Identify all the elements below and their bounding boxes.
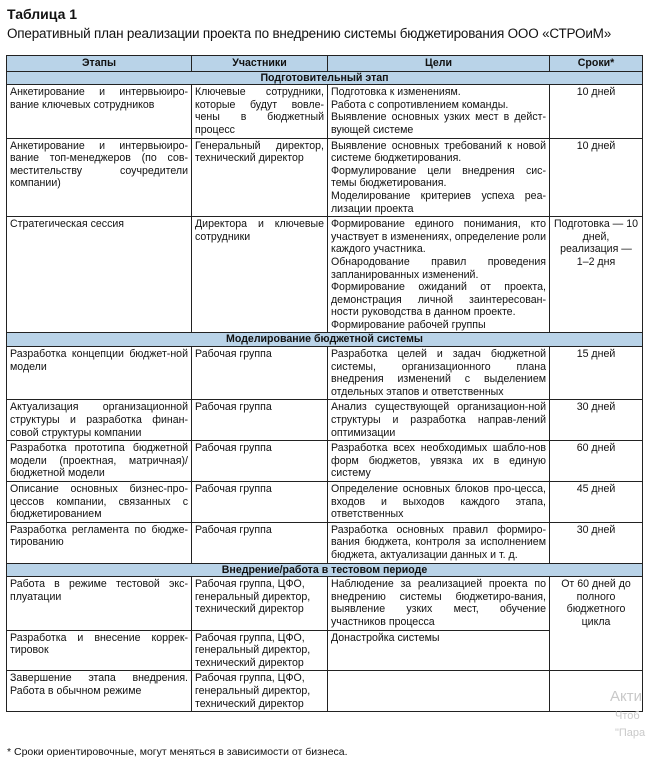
table-row xyxy=(7,347,643,400)
table-row xyxy=(7,671,643,712)
terms-cell: Подготовка — 10 дней, реализация — 1–2 дня xyxy=(550,217,643,333)
goal-item: Обнародование правил проведения запланированных изменений. xyxy=(331,255,546,281)
table-title: Оперативный план реализации проекта по внедрению системы бюджетирования ООО «СТРОиМ» xyxy=(7,26,612,41)
goals-cell xyxy=(328,577,550,630)
goal-item: Выявление основных требований к новой системе бюджетирования. xyxy=(331,139,546,165)
section-row xyxy=(7,333,643,347)
participants-cell: Рабочая группа xyxy=(192,400,328,441)
goal-item: Разработка всех необходимых шабло-нов форм бюджетов, увязка их в единую систему xyxy=(331,442,546,480)
activation-watermark: Акти xyxy=(610,688,642,705)
participants-cell: Директора и ключевые сотрудники xyxy=(192,217,328,333)
section-title: Моделирование бюджетной системы xyxy=(7,333,643,347)
participants-cell: Рабочая группа xyxy=(192,441,328,482)
goal-item: Формирование ожиданий от проекта, демонстрация личной заинтересован-ности руководства в данном проекте. xyxy=(331,281,546,319)
activation-watermark: "Пара xyxy=(615,727,646,739)
goals-cell xyxy=(328,217,550,333)
table-row xyxy=(7,577,643,630)
goal-item: Формирование единого понимания, кто участвует в изменениях, определение роли каждого участника. xyxy=(331,218,546,256)
goal-item: Анализ существующей организацион-ной структуры и разработка направ-лений оптимизации xyxy=(331,401,546,439)
goal-item: Разработка целей и задач бюджетной системы, организационного плана внедрения изменений с выделением отдельных этапов и ответственных xyxy=(331,348,546,398)
participants-cell: Рабочая группа xyxy=(192,522,328,563)
terms-cell: 45 дней xyxy=(550,482,643,523)
stage-cell: Работа в режиме тестовой экс-плуатации xyxy=(7,577,192,630)
activation-watermark: Чтоб xyxy=(615,710,640,722)
section-row xyxy=(7,563,643,577)
table-row xyxy=(7,441,643,482)
section-title: Подготовительный этап xyxy=(7,71,643,85)
goal-item: Формулирование цели внедрения сис-темы бюджетирования. xyxy=(331,164,546,190)
terms-cell: 15 дней xyxy=(550,347,643,400)
goals-cell xyxy=(328,630,550,671)
goals-cell xyxy=(328,347,550,400)
header-terms: Сроки* xyxy=(550,56,643,72)
stage-cell: Разработка прототипа бюджетной модели (проектная, матричная)/ бюджетной модели xyxy=(7,441,192,482)
stage-cell: Разработка концепции бюджет-ной модели xyxy=(7,347,192,400)
terms-cell: От 60 дней до полного бюджетного цикла xyxy=(550,577,643,671)
goals-cell xyxy=(328,671,550,712)
table-row xyxy=(7,522,643,563)
table-row xyxy=(7,400,643,441)
stage-cell: Анкетирование и интервьюиро-вание топ-менеджеров (по сов-местительству соучредители компании) xyxy=(7,138,192,217)
stage-cell: Анкетирование и интервьюиро-вание ключевых сотрудников xyxy=(7,85,192,138)
goal-item: Разработка основных правил формиро-вания бюджета, контроля за исполнением бюджета, актуализации данных и т. д. xyxy=(331,523,546,561)
terms-cell: 30 дней xyxy=(550,400,643,441)
table-number: Таблица 1 xyxy=(7,6,78,22)
participants-cell: Генеральный директор, технический директор xyxy=(192,138,328,217)
participants-cell: Рабочая группа, ЦФО, генеральный директор, технический директор xyxy=(192,671,328,712)
stage-cell: Стратегическая сессия xyxy=(7,217,192,333)
section-title: Внедрение/работа в тестовом периоде xyxy=(7,563,643,577)
header-participants: Участники xyxy=(192,56,328,72)
goals-cell xyxy=(328,522,550,563)
goal-item: Наблюдение за реализацией проекта по внедрению системы бюджетиро-вания, выявление узких мест, обучение участников процесса xyxy=(331,578,546,628)
goals-cell xyxy=(328,85,550,138)
participants-cell: Рабочая группа xyxy=(192,347,328,400)
stage-cell: Разработка регламента по бюдже-тированию xyxy=(7,522,192,563)
table-row xyxy=(7,630,643,671)
table-row xyxy=(7,138,643,217)
goals-cell xyxy=(328,482,550,523)
table-row xyxy=(7,217,643,333)
table-header-row xyxy=(7,56,643,72)
participants-cell: Рабочая группа xyxy=(192,482,328,523)
goal-item: Выявление основных узких мест в дейст-вующей системе xyxy=(331,111,546,136)
goal-item: Определение основных блоков про-цесса, входов и выходов каждого этапа, ответственных xyxy=(331,483,546,521)
project-plan-table xyxy=(6,55,643,712)
stage-cell: Завершение этапа внедрения. Работа в обычном режиме xyxy=(7,671,192,712)
stage-cell: Актуализация организационной структуры и разработка финан-совой структуры компании xyxy=(7,400,192,441)
terms-cell: 10 дней xyxy=(550,85,643,138)
stage-cell: Разработка и внесение коррек-тировок xyxy=(7,630,192,671)
terms-cell: 30 дней xyxy=(550,522,643,563)
table-row xyxy=(7,482,643,523)
goals-cell xyxy=(328,400,550,441)
goals-cell xyxy=(328,138,550,217)
table-row xyxy=(7,85,643,138)
footnote: * Сроки ориентировочные, могут меняться в зависимости от бизнеса. xyxy=(7,746,348,758)
goal-item: Работа с сопротивлением команды. xyxy=(331,98,509,111)
stage-cell: Описание основных бизнес-про-цессов компании, связанных с бюджетированием xyxy=(7,482,192,523)
goal-item: Моделирование критериев успеха реа-лизации проекта xyxy=(331,189,546,215)
header-goals: Цели xyxy=(328,56,550,72)
terms-cell: 10 дней xyxy=(550,138,643,217)
section-row xyxy=(7,71,643,85)
goal-item: Донастройка системы xyxy=(331,631,440,644)
header-stages: Этапы xyxy=(7,56,192,72)
participants-cell: Ключевые сотрудники, которые будут вовле-чены в бюджетный процесс xyxy=(192,85,328,138)
participants-cell: Рабочая группа, ЦФО, генеральный директор, технический директор xyxy=(192,630,328,671)
terms-cell: 60 дней xyxy=(550,441,643,482)
goal-item: Формирование рабочей группы xyxy=(331,318,486,331)
participants-cell: Рабочая группа, ЦФО, генеральный директор, технический директор xyxy=(192,577,328,630)
goal-item: Подготовка к изменениям. xyxy=(331,86,461,99)
goals-cell xyxy=(328,441,550,482)
